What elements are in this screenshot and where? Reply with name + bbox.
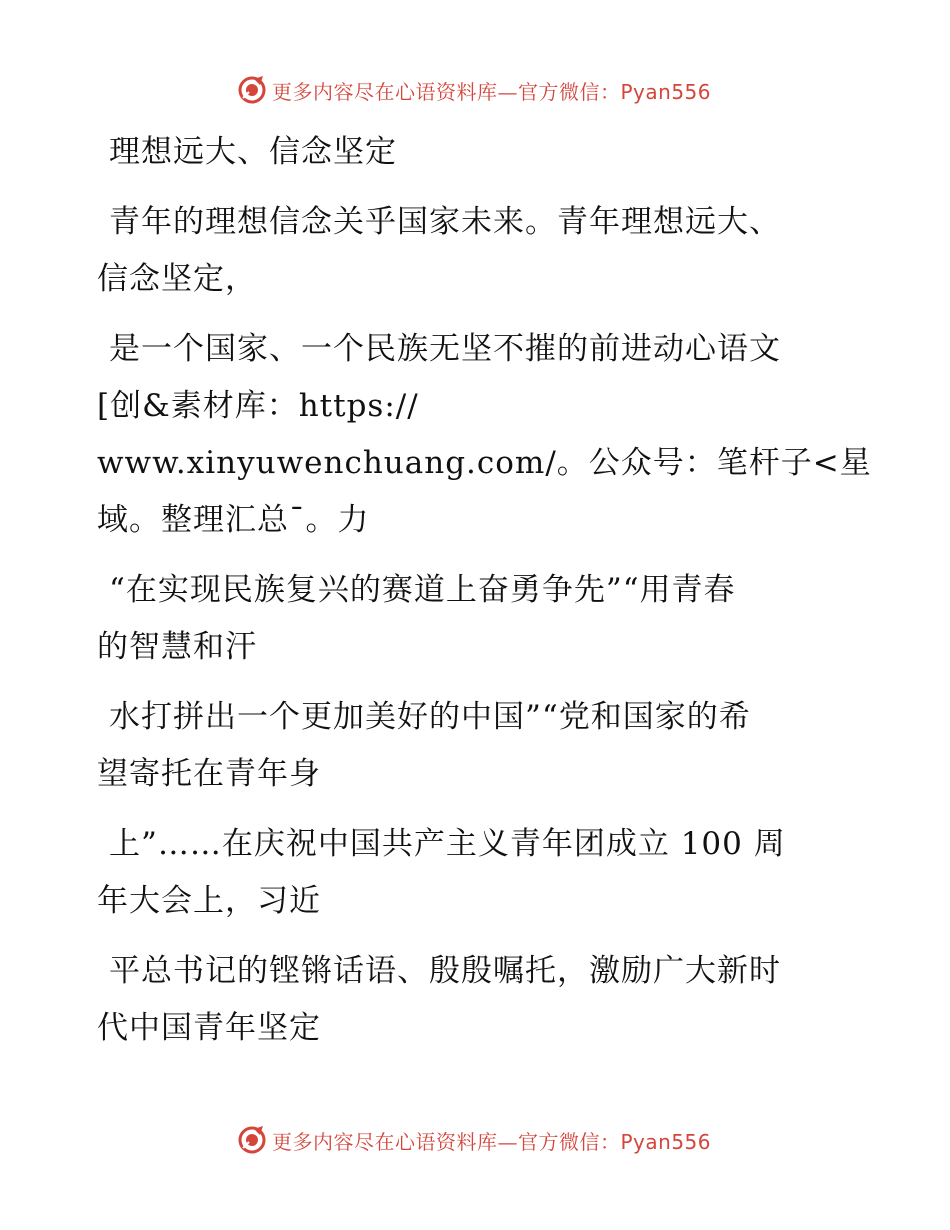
paragraph-line: 代中国青年坚定 [97, 1010, 321, 1046]
footer-banner [236, 1122, 756, 1158]
pen-logo-icon [236, 1124, 268, 1156]
banner-text: 更多内容尽在心语资料库—官方微信：Pyan556 [272, 79, 712, 104]
paragraph-line: 的智慧和汗 [97, 629, 257, 665]
paragraph-line: 年大会上，习近 [97, 883, 321, 919]
paragraph-line: 是一个国家、一个民族无坚不摧的前进动心语文 [109, 331, 781, 367]
paragraph-line: www.xinyuwenchuang.com/。公众号：笔杆子<星 [97, 445, 872, 481]
document-body [97, 124, 872, 1057]
wechat-id: Pyan556 [620, 1129, 712, 1154]
paragraph-line: 域。整理汇总¯。力 [97, 502, 370, 538]
paragraph-line: 信念坚定， [97, 261, 257, 297]
paragraph-line: 水打拼出一个更加美好的中国”“党和国家的希 [109, 699, 751, 735]
wechat-id: Pyan556 [620, 79, 712, 104]
paragraph-line: “在实现民族复兴的赛道上奋勇争先”“用青春 [109, 572, 736, 608]
paragraph-line: 平总书记的铿锵话语、殷殷嘱托，激励广大新时 [109, 953, 781, 989]
paragraph-line: [创&素材库：https:// [97, 388, 419, 424]
heading: 理想远大、信念坚定 [109, 134, 397, 170]
paragraph-line: 望寄托在青年身 [97, 756, 321, 792]
banner-text: 更多内容尽在心语资料库—官方微信：Pyan556 [272, 1129, 712, 1154]
header-banner [236, 72, 756, 108]
paragraph-line: 上”……在庆祝中国共产主义青年团成立 100 周 [109, 826, 786, 862]
pen-logo-icon [236, 74, 268, 106]
paragraph-line: 青年的理想信念关乎国家未来。青年理想远大、 [109, 204, 781, 240]
